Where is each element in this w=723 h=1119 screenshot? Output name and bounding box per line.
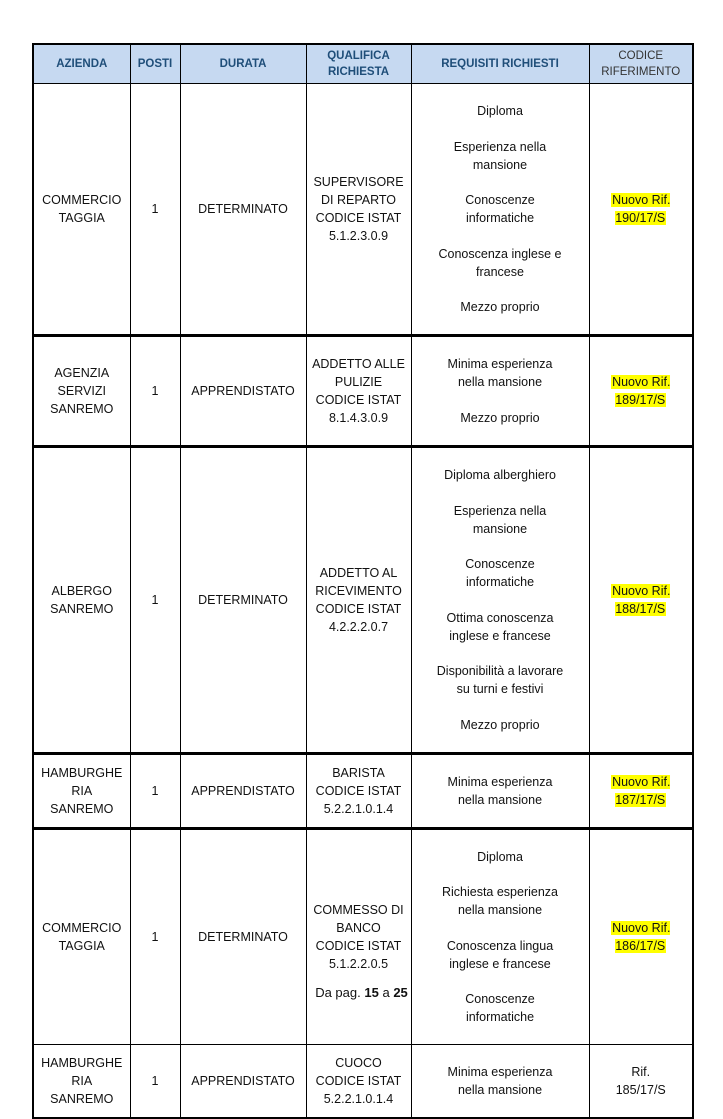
cell-qualifica: BARISTA CODICE ISTAT 5.2.2.1.0.1.4	[306, 754, 411, 829]
header-durata: DURATA	[180, 44, 306, 84]
cell-qualifica: SUPERVISORE DI REPARTO CODICE ISTAT 5.1.2.3.0.9	[306, 84, 411, 336]
reference-code-highlight: Nuovo Rif. 188/17/S	[612, 584, 671, 616]
table-header-row	[33, 44, 693, 84]
table-row	[33, 447, 693, 754]
table-row	[33, 336, 693, 447]
cell-durata: APPRENDISTATO	[180, 1045, 306, 1119]
requirement: Mezzo proprio	[460, 300, 540, 314]
cell-durata: DETERMINATO	[180, 829, 306, 1045]
requirement: Richiesta esperienza nella mansione	[441, 885, 559, 918]
cell-posti: 1	[130, 829, 180, 1045]
requirement: Diploma alberghiero	[444, 468, 556, 482]
requirement: Esperienza nella mansione	[453, 503, 547, 536]
cell-requisiti	[411, 829, 589, 1045]
cell-codice	[589, 84, 693, 336]
cell-durata: APPRENDISTATO	[180, 754, 306, 829]
requirement: Ottima conoscenza inglese e francese	[446, 610, 554, 643]
reference-code-highlight: Nuovo Rif. 190/17/S	[612, 193, 671, 225]
footer-prefix: Da pag.	[315, 985, 361, 1000]
cell-posti: 1	[130, 1045, 180, 1119]
cell-posti: 1	[130, 84, 180, 336]
requirement: Conoscenza inglese e francese	[438, 246, 562, 279]
footer-from-page: 15	[364, 985, 379, 1000]
cell-durata: DETERMINATO	[180, 84, 306, 336]
requirement: Disponibilità a lavorare su turni e festivi	[436, 664, 564, 697]
cell-requisiti	[411, 84, 589, 336]
footer-to-page: 25	[393, 985, 408, 1000]
cell-codice	[589, 754, 693, 829]
requirement: Diploma	[477, 104, 523, 118]
requirement: Conoscenza lingua inglese e francese	[446, 938, 554, 971]
requirement: Minima esperienza nella mansione	[447, 775, 553, 807]
header-qualifica: QUALIFICA RICHIESTA	[306, 44, 411, 84]
reference-code-highlight: Nuovo Rif. 187/17/S	[612, 775, 671, 807]
requirement: Minima esperienza nella mansione	[447, 357, 553, 389]
requirement: Conoscenze informatiche	[465, 557, 535, 590]
requirement: Diploma	[477, 850, 523, 864]
job-offers-table	[32, 43, 694, 1119]
reference-code-highlight: Nuovo Rif. 189/17/S	[612, 375, 671, 407]
reference-code-highlight: Nuovo Rif. 186/17/S	[612, 921, 671, 953]
cell-posti: 1	[130, 754, 180, 829]
requirement: Conoscenze informatiche	[465, 991, 535, 1024]
header-posti: POSTI	[130, 44, 180, 84]
cell-codice	[589, 447, 693, 754]
cell-posti: 1	[130, 336, 180, 447]
cell-durata: DETERMINATO	[180, 447, 306, 754]
cell-azienda: COMMERCIO TAGGIA	[33, 84, 130, 336]
cell-azienda: HAMBURGHE RIA SANREMO	[33, 1045, 130, 1119]
cell-posti: 1	[130, 447, 180, 754]
header-codice: CODICE RIFERIMENTO	[589, 44, 693, 84]
table-row	[33, 754, 693, 829]
table-row	[33, 1045, 693, 1119]
cell-azienda: AGENZIA SERVIZI SANREMO	[33, 336, 130, 447]
requirement: Mezzo proprio	[460, 411, 540, 425]
cell-durata: APPRENDISTATO	[180, 336, 306, 447]
cell-codice: Rif. 185/17/S	[589, 1045, 693, 1119]
cell-qualifica: ADDETTO AL RICEVIMENTO CODICE ISTAT 4.2.2.2.0.7	[306, 447, 411, 754]
requirement: Esperienza nella mansione	[453, 139, 547, 172]
cell-requisiti	[411, 336, 589, 447]
table-row	[33, 829, 693, 1045]
cell-requisiti	[411, 1045, 589, 1119]
cell-codice	[589, 829, 693, 1045]
header-requisiti: REQUISITI RICHIESTI	[411, 44, 589, 84]
requirement: Minima esperienza nella mansione	[447, 1065, 553, 1097]
page-range-footer	[0, 985, 723, 1000]
cell-qualifica: CUOCO CODICE ISTAT 5.2.2.1.0.1.4	[306, 1045, 411, 1119]
cell-azienda: HAMBURGHE RIA SANREMO	[33, 754, 130, 829]
table-row	[33, 84, 693, 336]
cell-azienda: ALBERGO SANREMO	[33, 447, 130, 754]
cell-codice	[589, 336, 693, 447]
cell-qualifica: ADDETTO ALLE PULIZIE CODICE ISTAT 8.1.4.3.0.9	[306, 336, 411, 447]
requirement: Conoscenze informatiche	[465, 193, 535, 225]
footer-middle: a	[382, 985, 390, 1000]
cell-azienda: COMMERCIO TAGGIA	[33, 829, 130, 1045]
cell-requisiti	[411, 754, 589, 829]
cell-qualifica: COMMESSO DI BANCO CODICE ISTAT 5.1.2.2.0.5	[306, 829, 411, 1045]
header-azienda: AZIENDA	[33, 44, 130, 84]
requirement: Mezzo proprio	[460, 717, 540, 732]
cell-requisiti	[411, 447, 589, 754]
